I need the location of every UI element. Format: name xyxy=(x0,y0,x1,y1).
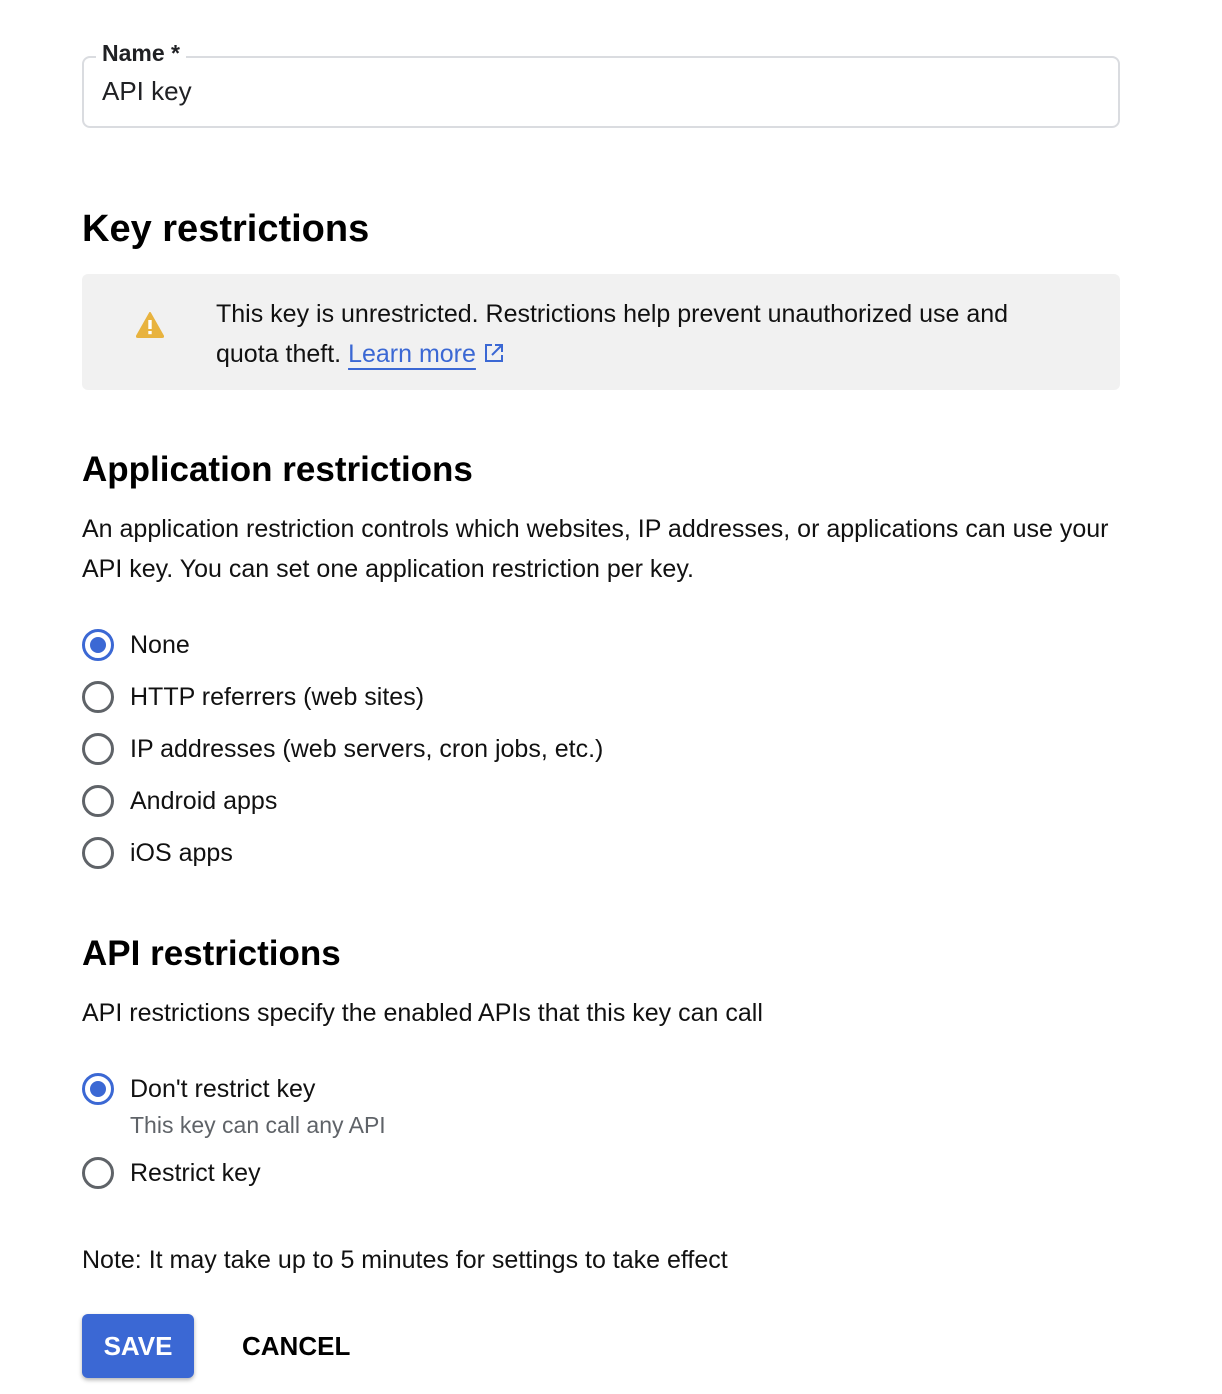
radio-label: None xyxy=(130,630,190,659)
radio-icon[interactable] xyxy=(82,1157,114,1189)
radio-label: iOS apps xyxy=(130,838,233,867)
settings-note: Note: It may take up to 5 minutes for settings to take effect xyxy=(82,1246,728,1274)
radio-icon[interactable] xyxy=(82,837,114,869)
radio-selected-icon[interactable] xyxy=(82,1073,114,1105)
radio-icon[interactable] xyxy=(82,733,114,765)
name-input[interactable] xyxy=(82,56,1120,128)
api-restrictions-heading: API restrictions xyxy=(82,934,341,973)
radio-icon[interactable] xyxy=(82,681,114,713)
save-button[interactable]: SAVE xyxy=(82,1314,194,1378)
radio-label: Don't restrict key xyxy=(130,1074,316,1103)
radio-android-apps[interactable] xyxy=(82,785,277,817)
cancel-button[interactable]: CANCEL xyxy=(226,1314,366,1378)
warning-text xyxy=(216,294,1076,374)
api-restrictions-description: API restrictions specify the enabled APIs that this key can call xyxy=(82,999,763,1027)
radio-restrict-key[interactable] xyxy=(82,1157,261,1189)
radio-ip-addresses[interactable] xyxy=(82,733,603,765)
application-restrictions-description: An application restriction controls which websites, IP addresses, or applications can use your API key. You can set one application restriction per key. xyxy=(82,515,1109,583)
radio-label: Android apps xyxy=(130,786,278,815)
radio-none[interactable] xyxy=(82,629,190,661)
learn-more-link[interactable]: Learn more xyxy=(348,340,476,368)
radio-label: Restrict key xyxy=(130,1158,261,1187)
name-label: Name * xyxy=(96,40,186,67)
warning-icon xyxy=(136,312,164,338)
key-restrictions-heading: Key restrictions xyxy=(82,208,370,250)
radio-icon[interactable] xyxy=(82,785,114,817)
radio-http-referrers[interactable] xyxy=(82,681,424,713)
radio-dont-restrict-key[interactable] xyxy=(82,1073,315,1105)
radio-selected-icon[interactable] xyxy=(82,629,114,661)
radio-label: IP addresses (web servers, cron jobs, etc.) xyxy=(130,734,604,763)
application-restrictions-heading: Application restrictions xyxy=(82,450,473,489)
name-value[interactable]: API key xyxy=(102,76,192,106)
radio-label: HTTP referrers (web sites) xyxy=(130,682,425,711)
warning-message: This key is unrestricted. Restrictions help prevent unauthorized use and quota theft. xyxy=(216,300,1009,368)
external-link-icon[interactable] xyxy=(483,342,505,364)
radio-ios-apps[interactable] xyxy=(82,837,233,869)
dont-restrict-sublabel: This key can call any API xyxy=(130,1112,386,1138)
